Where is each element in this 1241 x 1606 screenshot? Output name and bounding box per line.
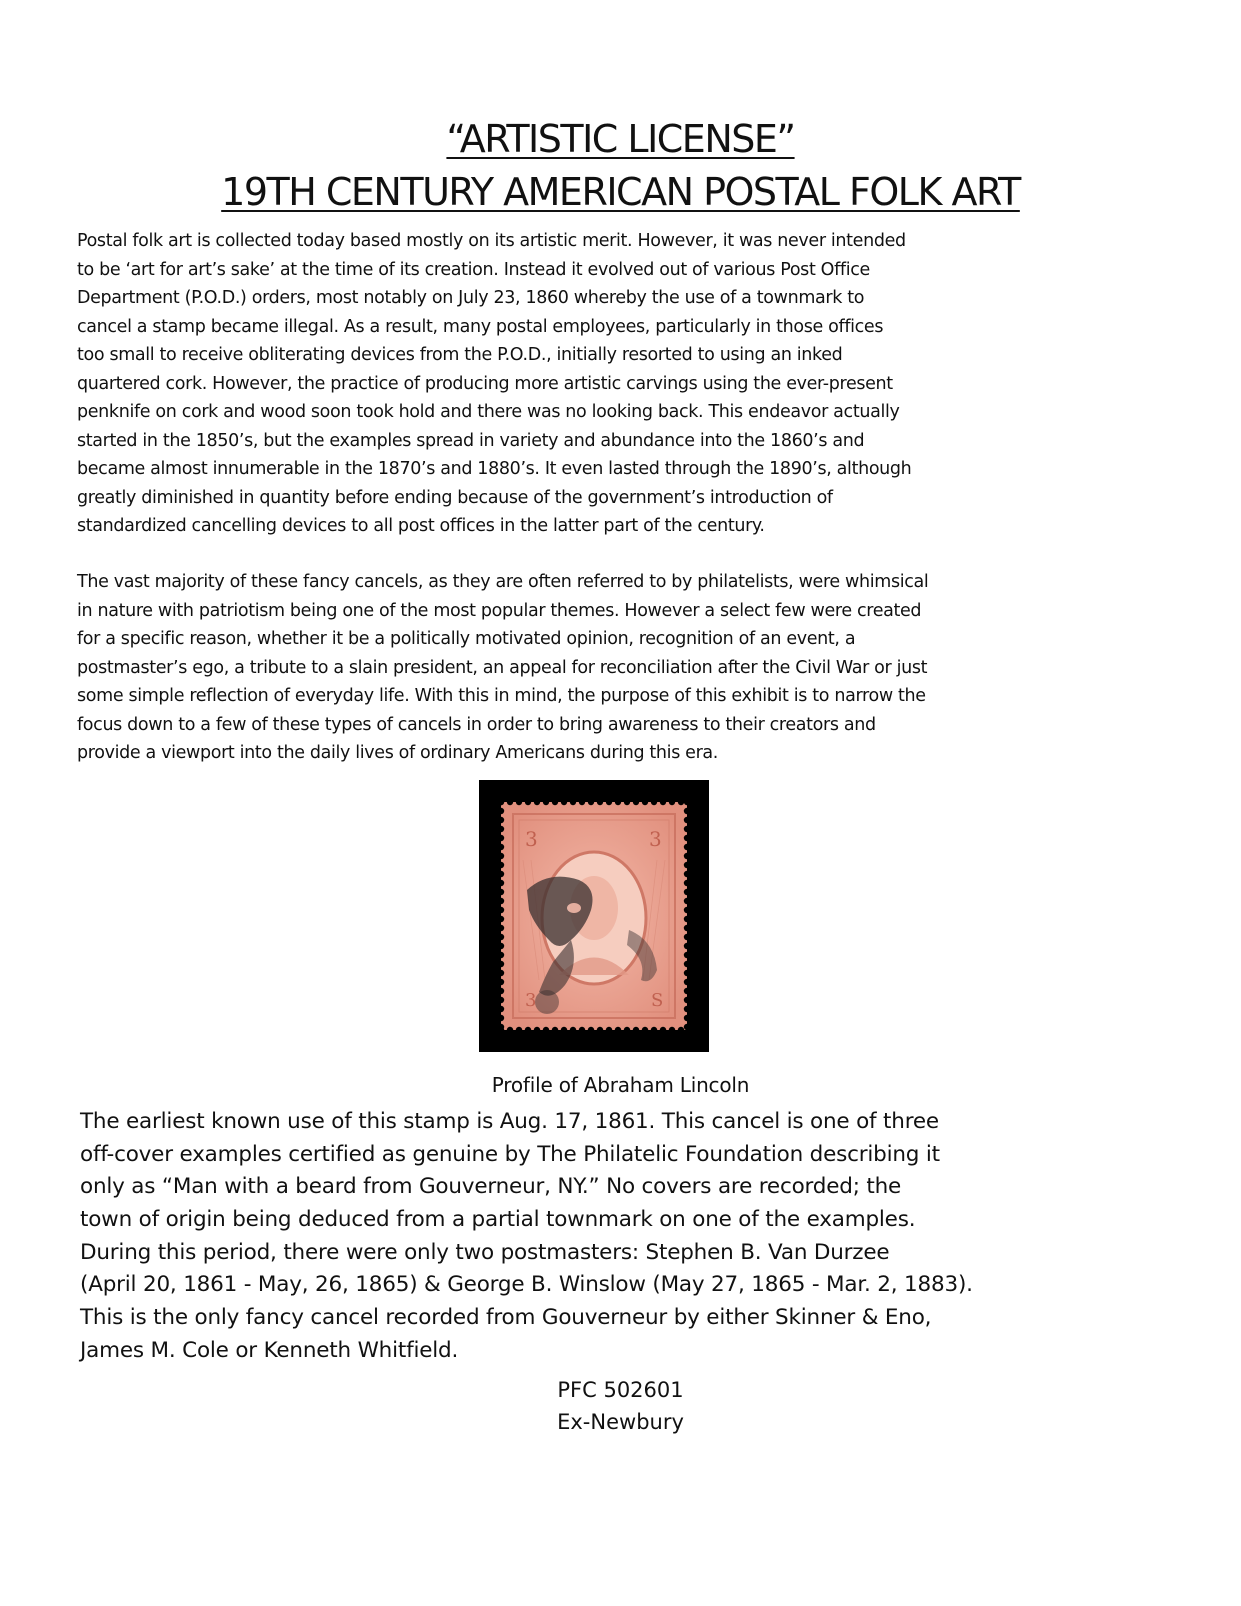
perforation-hole <box>684 808 690 814</box>
perforation-hole <box>525 1027 531 1033</box>
perforation-hole <box>669 799 675 805</box>
provenance: Ex-Newbury <box>557 1410 684 1434</box>
perforation-hole <box>684 943 690 949</box>
perforation-hole <box>684 1015 690 1021</box>
perforation-hole <box>684 961 690 967</box>
perforation-hole <box>684 1024 690 1030</box>
text-line: penknife on cork and wood soon took hold and there was no looking back. This endeavor actually <box>77 402 900 422</box>
perforation-hole <box>525 799 531 805</box>
perforation-hole <box>684 988 690 994</box>
page-title-line-2: 19TH CENTURY AMERICAN POSTAL FOLK ART <box>221 170 1020 214</box>
perforation-hole <box>561 1027 567 1033</box>
text-line: postmaster’s ego, a tribute to a slain president, an appeal for reconciliation after the Civil War or just <box>77 657 928 678</box>
text-line: focus down to a few of these types of cancels in order to bring awareness to their creators and <box>77 714 876 735</box>
perforation-hole <box>498 961 504 967</box>
perforation-hole <box>684 889 690 895</box>
perforation-hole <box>498 979 504 985</box>
perforation-hole <box>498 799 504 805</box>
perforation-hole <box>498 880 504 886</box>
text-line: cancel a stamp became illegal. As a result, many postal employees, particularly in those offices <box>77 316 884 337</box>
perforation-hole <box>588 799 594 805</box>
perforation-hole <box>534 799 540 805</box>
perforation-hole <box>684 826 690 832</box>
perforation-hole <box>684 799 690 805</box>
perforation-hole <box>498 1006 504 1012</box>
perforation-hole <box>570 1027 576 1033</box>
text-line: started in the 1850’s, but the examples spread in variety and abundance into the 1860’s and <box>77 430 865 451</box>
perforation-hole <box>678 799 684 805</box>
stamp-illustration <box>479 780 709 1052</box>
perforation-hole <box>498 889 504 895</box>
perforation-hole <box>684 844 690 850</box>
perforation-hole <box>498 925 504 931</box>
stamp-caption: Profile of Abraham Lincoln <box>491 1073 750 1097</box>
text-line: off-cover examples certified as genuine by The Philatelic Foundation describing it <box>80 1141 940 1167</box>
text-line: town of origin being deduced from a partial townmark on one of the examples. <box>80 1207 916 1233</box>
page-title-line-1: “ARTISTIC LICENSE” <box>446 117 795 161</box>
perforation-hole <box>684 907 690 913</box>
perforation-hole <box>561 799 567 805</box>
perforation-hole <box>642 799 648 805</box>
perforation-hole <box>498 835 504 841</box>
perforation-hole <box>570 799 576 805</box>
perforation-hole <box>597 799 603 805</box>
perforation-hole <box>684 979 690 985</box>
perforation-hole <box>684 970 690 976</box>
letter-s-bottom-right: S <box>651 990 664 1011</box>
text-line: too small to receive obliterating devices from the P.O.D., initially resorted to using an inked <box>77 345 843 365</box>
perforation-hole <box>606 799 612 805</box>
perforation-hole <box>516 799 522 805</box>
perforation-hole <box>651 1027 657 1033</box>
numeral-3-left: 3 <box>525 827 538 851</box>
intro-paragraph-1 <box>77 227 1177 541</box>
stamp-image <box>479 780 709 1052</box>
perforation-hole <box>684 934 690 940</box>
perforation-hole <box>684 997 690 1003</box>
perforation-hole <box>507 799 513 805</box>
perforation-hole <box>498 808 504 814</box>
perforation-hole <box>684 898 690 904</box>
text-line: in nature with patriotism being one of the most popular themes. However a select few were created <box>77 600 922 621</box>
perforation-hole <box>516 1027 522 1033</box>
text-line: some simple reflection of everyday life. With this in mind, the purpose of this exhibit is to narrow the <box>77 686 926 706</box>
perforation-hole <box>498 934 504 940</box>
perforation-hole <box>498 1024 504 1030</box>
perforation-hole <box>498 970 504 976</box>
perforation-hole <box>684 862 690 868</box>
perforation-hole <box>597 1027 603 1033</box>
text-line: This is the only fancy cancel recorded from Gouverneur by either Skinner & Eno, <box>80 1305 932 1331</box>
perforation-hole <box>579 1027 585 1033</box>
perforation-hole <box>684 817 690 823</box>
text-line: James M. Cole or Kenneth Whitfield. <box>80 1337 459 1363</box>
perforation-hole <box>633 1027 639 1033</box>
text-line: for a specific reason, whether it be a politically motivated opinion, recognition of an event, a <box>77 629 856 649</box>
perforation-hole <box>543 1027 549 1033</box>
perforation-hole <box>498 943 504 949</box>
perforation-hole <box>498 862 504 868</box>
perforation-hole <box>498 826 504 832</box>
perforation-hole <box>684 916 690 922</box>
text-line: became almost innumerable in the 1870’s and 1880’s. It even lasted through the 1890’s, although <box>77 459 912 479</box>
perforation-hole <box>534 1027 540 1033</box>
text-line: The earliest known use of this stamp is Aug. 17, 1861. This cancel is one of three <box>80 1109 939 1134</box>
text-line: (April 20, 1861 - May, 26, 1865) & George B. Winslow (May 27, 1865 - Mar. 2, 1883). <box>80 1272 973 1298</box>
text-line: standardized cancelling devices to all post offices in the latter part of the century. <box>77 516 765 536</box>
numeral-3-right: 3 <box>649 827 662 851</box>
text-line: Department (P.O.D.) orders, most notably on July 23, 1860 whereby the use of a townmark to <box>77 288 865 308</box>
perforation-hole <box>615 1027 621 1033</box>
text-line: quartered cork. However, the practice of producing more artistic carvings using the ever-present <box>77 373 893 394</box>
perforation-hole <box>552 799 558 805</box>
perforation-hole <box>669 1027 675 1033</box>
perforation-hole <box>684 1006 690 1012</box>
text-line: provide a viewport into the daily lives of ordinary Americans during this era. <box>77 743 719 763</box>
perforation-hole <box>684 853 690 859</box>
perforation-hole <box>615 799 621 805</box>
perforation-hole <box>552 1027 558 1033</box>
text-line: During this period, there were only two postmasters: Stephen B. Van Durzee <box>80 1239 890 1265</box>
perforation-hole <box>498 952 504 958</box>
perforation-hole <box>498 997 504 1003</box>
perforation-hole <box>624 1027 630 1033</box>
perforation-hole <box>498 988 504 994</box>
perforation-hole <box>498 898 504 904</box>
perforation-hole <box>606 1027 612 1033</box>
perforation-hole <box>684 835 690 841</box>
perforation-hole <box>543 799 549 805</box>
perforation-hole <box>684 925 690 931</box>
text-line: Postal folk art is collected today based mostly on its artistic merit. However, it was never intended <box>77 231 906 251</box>
perforation-hole <box>579 799 585 805</box>
perforation-hole <box>624 799 630 805</box>
perforation-hole <box>588 1027 594 1033</box>
perforation-hole <box>498 871 504 877</box>
perforation-hole <box>684 952 690 958</box>
numeral-3-bottom-left: 3 <box>525 990 537 1011</box>
perforation-hole <box>678 1027 684 1033</box>
perforation-hole <box>684 880 690 886</box>
perforation-hole <box>651 799 657 805</box>
perforation-hole <box>498 907 504 913</box>
certificate-number: PFC 502601 <box>557 1378 684 1402</box>
perforation-hole <box>684 871 690 877</box>
text-line: greatly diminished in quantity before ending because of the government’s introduction of <box>77 487 833 508</box>
stamp-description <box>80 1106 1200 1368</box>
perforation-hole <box>498 1015 504 1021</box>
perforation-hole <box>633 799 639 805</box>
perforation-hole <box>498 817 504 823</box>
perforation-hole <box>498 853 504 859</box>
perforation-hole <box>498 844 504 850</box>
text-line: only as “Man with a beard from Gouverneur, NY.” No covers are recorded; the <box>80 1174 902 1200</box>
perforation-hole <box>498 916 504 922</box>
perforation-hole <box>660 1027 666 1033</box>
text-line: to be ‘art for art’s sake’ at the time of its creation. Instead it evolved out of various Post Office <box>77 259 870 280</box>
intro-paragraph-2 <box>77 568 1177 768</box>
perforation-hole <box>507 1027 513 1033</box>
perforation-hole <box>642 1027 648 1033</box>
perforation-hole <box>660 799 666 805</box>
text-line: The vast majority of these fancy cancels, as they are often referred to by philatelists, were whimsical <box>77 572 929 592</box>
